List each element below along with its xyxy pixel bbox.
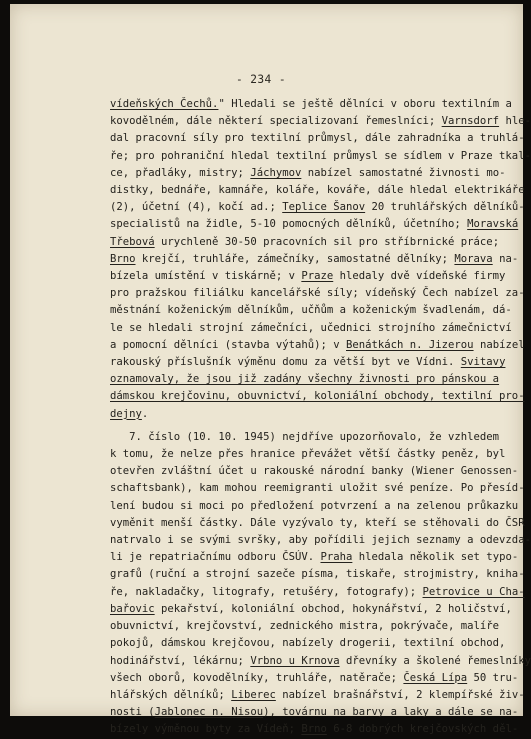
- text-line: [110, 148, 531, 165]
- text-segment: pokojů, dámskou krejčovou, nabízely drogerii, textilní obchod,: [110, 637, 506, 650]
- text-segment: 20 truhlářských dělníků-: [365, 201, 525, 214]
- text-line: [110, 165, 506, 182]
- text-line: [110, 670, 519, 687]
- underlined-text: Brno: [110, 252, 136, 265]
- text-segment: ), továrnu na barvy a laky a dále se na-: [263, 706, 519, 719]
- text-line: [110, 302, 512, 319]
- page-number: - 234 -: [236, 73, 286, 86]
- text-line: [110, 234, 500, 251]
- text-line: [110, 429, 500, 446]
- text-line: [110, 498, 519, 515]
- text-segment: dal pracovní síly pro textilní průmysl, dále zahradníka a truhlá-: [110, 132, 525, 145]
- text-segment: vyměnit menší částky. Dále vyzývalo ty, kteří se stěhovali do ČSR: [110, 516, 525, 529]
- underlined-text: bařovic: [110, 602, 155, 615]
- underlined-text: dejny: [110, 407, 142, 420]
- text-line: [110, 446, 506, 463]
- underlined-text: Morava: [454, 252, 493, 265]
- underlined-text: Varnsdorf: [441, 115, 500, 128]
- text-line: [110, 721, 519, 738]
- text-segment: (2), účetní (4), kočí ad.;: [110, 201, 283, 214]
- text-line: [110, 337, 525, 354]
- underlined-text: dámskou krejčovinu, obuvnictví, koloniální obchody, textilní pro-: [110, 390, 525, 403]
- text-segment: bízely výměnou byty za Vídeň;: [110, 723, 302, 736]
- text-line: [110, 653, 531, 670]
- underlined-text: Benátkách n. Jizerou: [346, 338, 474, 351]
- text-segment: krejčí, truhláře, zámečníky, samostatné dělníky;: [135, 252, 455, 265]
- text-line: [110, 463, 519, 480]
- text-segment: urychleně 30-50 pracovních sil pro stříbrnické práce;: [154, 235, 500, 248]
- text-line: [110, 549, 519, 566]
- underlined-text: Česká Lípa: [403, 671, 468, 684]
- underlined-text: Praha: [320, 551, 353, 564]
- text-segment: hledala několik set typo-: [352, 551, 519, 564]
- underlined-text: Liberec: [231, 688, 276, 701]
- text-segment: 6-8 dobrých krejčovských děl-: [326, 723, 519, 736]
- text-segment: pro pražskou filiálku kancelářské síly; vídeňský Čech nabízel za-: [110, 287, 525, 300]
- underlined-text: oznamovaly, že jsou již zadány všechny živnosti pro pánskou a: [110, 373, 500, 386]
- text-segment: specialistů na židle, 5-10 pomocných dělníků, účetního;: [110, 218, 468, 231]
- text-line: [110, 354, 506, 371]
- text-segment: lení budou si moci po předložení potvrzení a na zelenou průkazku: [110, 499, 519, 512]
- underlined-text: Brno: [301, 723, 327, 736]
- text-segment: dřevníky a školené řemeslníky: [339, 654, 531, 667]
- text-segment: grafů (ruční a strojní sazeče písma, tiskaře, strojmistry, kniha-: [110, 568, 525, 581]
- text-line: [110, 515, 525, 532]
- text-segment: ře; pro pohraniční hledal textilní průmysl se sídlem v Praze tkal-: [110, 149, 531, 162]
- text-line: [110, 704, 519, 721]
- underlined-text: Jáchymov: [250, 166, 302, 179]
- text-segment: ce, přadláky, mistry;: [110, 166, 251, 179]
- text-segment: distky, bednáře, kamnáře, koláře, kováře, dále hledal elektrikáře: [110, 184, 525, 197]
- text-segment: hledaly dvě vídeňské firmy: [333, 270, 506, 283]
- text-segment: otevřen zvláštní účet u rakouské národní banky (Wiener Genossen-: [110, 465, 519, 478]
- text-line: [110, 371, 500, 388]
- text-line: [110, 96, 512, 113]
- underlined-text: Jablonec n. Nisou: [154, 706, 264, 719]
- paragraph: [110, 429, 531, 739]
- underlined-text: vídeňských Čechů.: [110, 98, 219, 110]
- text-line: [110, 285, 525, 302]
- text-line: [110, 388, 525, 405]
- text-line: [110, 480, 525, 497]
- underlined-text: Praze: [301, 270, 334, 283]
- text-line: [110, 182, 525, 199]
- text-segment: li je repatriačnímu odboru ČSÚV.: [110, 551, 321, 564]
- text-line: [110, 216, 519, 233]
- text-segment: hlářských dělníků;: [110, 688, 232, 701]
- text-segment: nabízel brašnářství, 2 klempířské živ-: [275, 688, 525, 701]
- text-segment: 7. číslo (10. 10. 1945) nejdříve upozorňovalo, že vzhledem: [110, 430, 500, 443]
- paragraph: [110, 96, 531, 423]
- underlined-text: Třebová: [110, 235, 155, 248]
- underlined-text: Petrovice u Cha-: [422, 585, 525, 598]
- text-segment: schaftsbank), kam mohou reemigranti uložit své peníze. Po přesíd-: [110, 482, 525, 495]
- text-segment: kovodělném, dále některí specializovaní řemeslníci;: [110, 115, 442, 128]
- underlined-text: Moravská: [467, 218, 519, 231]
- text-segment: natrvalo i se svými svršky, aby pořídili jejich seznamy a odevzda-: [110, 534, 531, 547]
- text-segment: k tomu, že nelze přes hranice převážet větší částky peněz, byl: [110, 448, 506, 461]
- text-segment: nosti (: [110, 706, 155, 719]
- text-line: [110, 268, 506, 285]
- text-segment: a pomocní dělníci (stavba výtahů); v: [110, 338, 346, 351]
- text-line: [110, 635, 506, 652]
- text-segment: rakouský příslušník výměnu domu za větší byt ve Vídni.: [110, 356, 461, 369]
- text-line: [110, 113, 531, 130]
- text-line: [110, 406, 490, 423]
- text-segment: bízela umístění v tiskárně; v: [110, 270, 302, 283]
- text-line: [110, 251, 519, 268]
- text-segment: všech oborů, kovodělníky, truhláře, natěrače;: [110, 671, 404, 684]
- text-segment: nabízel samostatné živnosti mo-: [301, 166, 506, 179]
- text-segment: městnání koženickým dělníkům, učňům a koženickým švadlenám, dá-: [110, 304, 512, 317]
- text-line: [110, 584, 525, 601]
- text-line: [110, 566, 525, 583]
- underlined-text: Teplice Šanov: [282, 201, 366, 214]
- text-line: [110, 601, 512, 618]
- text-line: [110, 320, 512, 337]
- text-segment: obuvnictví, krejčovství, zednického mistra, pokrývače, malíře: [110, 620, 500, 633]
- text-segment: hle-: [499, 115, 531, 128]
- text-line: [110, 199, 525, 216]
- text-line: [110, 532, 531, 549]
- text-line: [110, 130, 525, 147]
- text-segment: ře, nakladačky, litografy, retušéry, fotografy);: [110, 585, 423, 598]
- text-segment: na-: [492, 252, 519, 265]
- text-segment: .: [141, 407, 149, 420]
- text-line: [110, 687, 525, 704]
- underlined-text: Vrbno u Krnova: [250, 654, 340, 667]
- text-line: [110, 618, 500, 635]
- underlined-text: Svitavy: [460, 356, 506, 369]
- document-body: [110, 96, 531, 739]
- text-segment: hodinářství, lékárnu;: [110, 654, 251, 667]
- text-segment: le se hledali strojní zámečníci, učednici strojního zámečnictví: [110, 321, 512, 334]
- text-segment: 50 tru-: [467, 671, 519, 684]
- text-segment: pekařství, koloniální obchod, hokynářství, 2 holičství,: [154, 602, 512, 615]
- text-segment: nabízel: [473, 338, 525, 351]
- text-segment: " Hledali se ještě dělníci v oboru textilním a: [218, 98, 512, 110]
